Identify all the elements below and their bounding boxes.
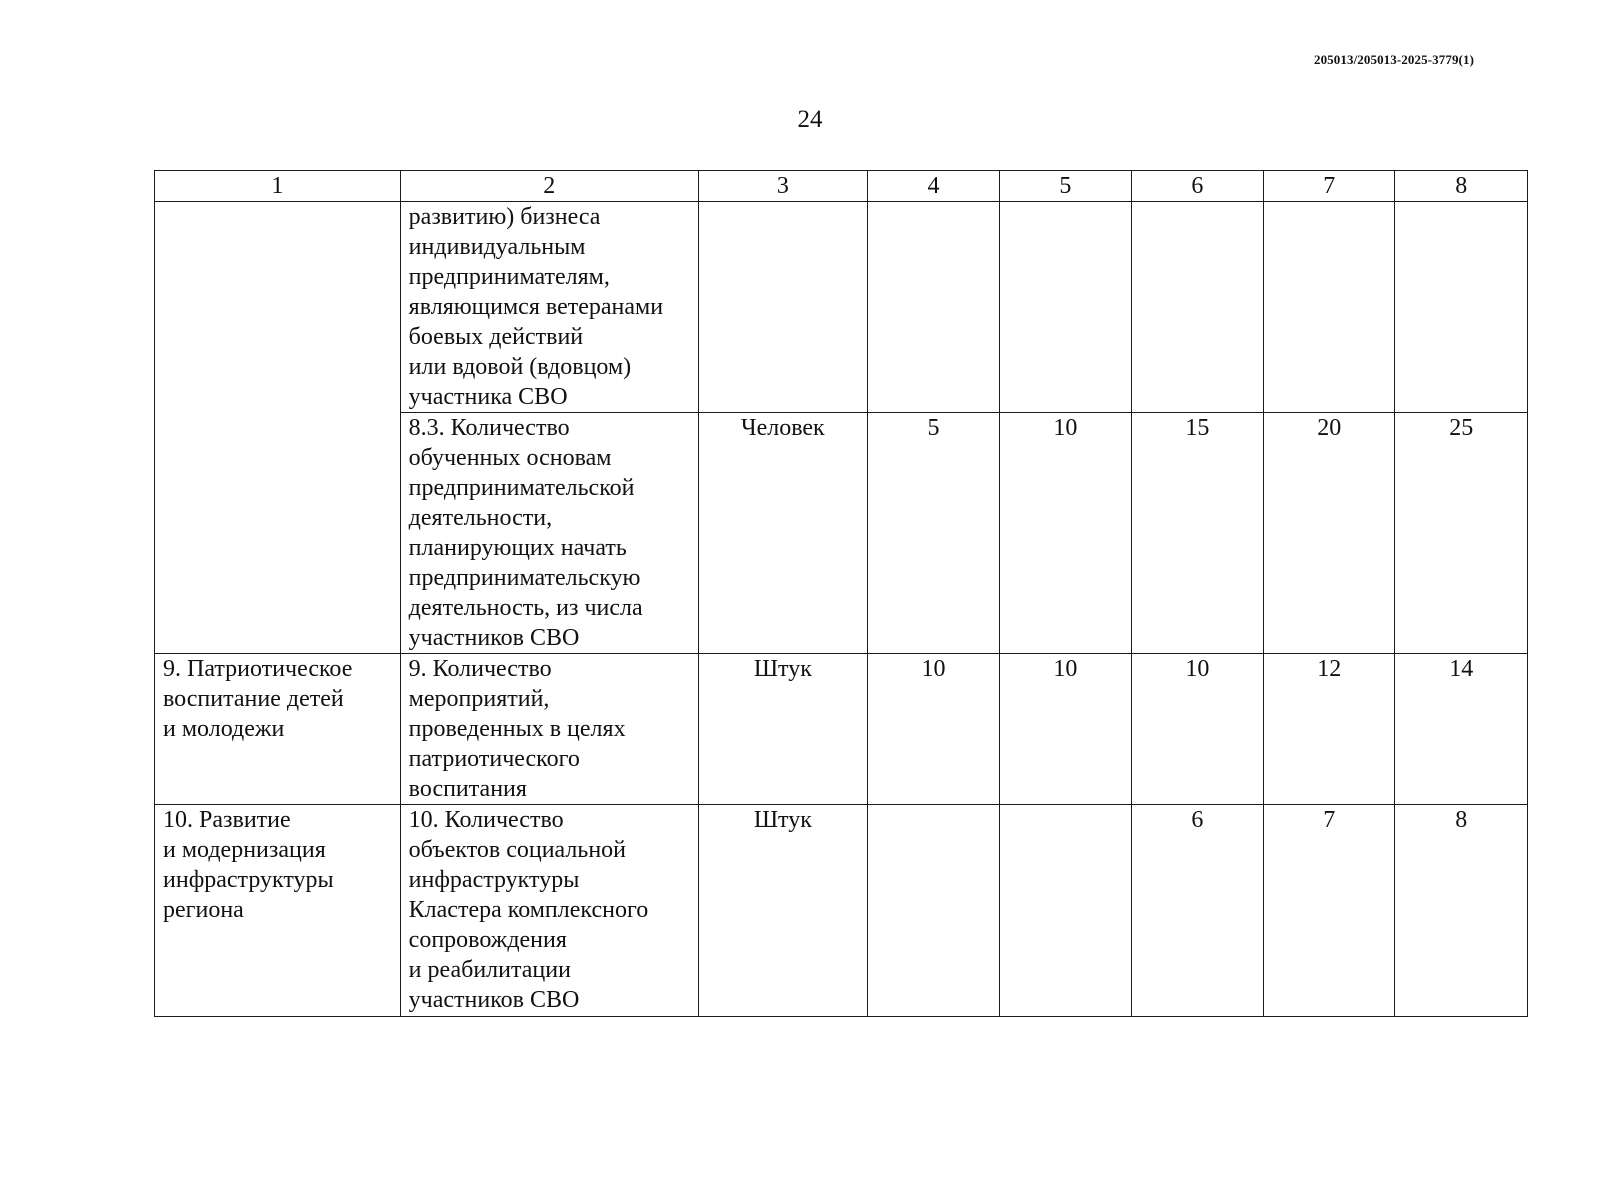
value-cell-8: 14: [1395, 654, 1528, 805]
indicator-cell: 8.3. Количество обученных основам предпринимательской деятельности, планирующих начать предпринимательскую деятельность, из числа участников СВО: [400, 413, 698, 654]
document-id: 205013/205013-2025-3779(1): [1313, 52, 1474, 67]
header-cell-2: 2: [400, 171, 698, 202]
header-cell-3: 3: [698, 171, 867, 202]
value-cell-5: 10: [1000, 413, 1131, 654]
indicator-cell: развитию) бизнеса индивидуальным предпринимателям, являющимся ветеранами боевых действий или вдовой (вдовцом) участника СВО: [400, 202, 698, 413]
value-cell-5: [1000, 805, 1131, 1017]
value-cell-4: [867, 805, 999, 1017]
unit-cell: Штук: [698, 654, 867, 805]
value-cell-4: 10: [867, 654, 999, 805]
value-cell-8: [1395, 202, 1528, 413]
value-cell-4: 5: [867, 413, 999, 654]
table-row: [155, 805, 1528, 1017]
value-cell-5: 10: [1000, 654, 1131, 805]
value-cell-5: [1000, 202, 1131, 413]
value-cell-7: 20: [1264, 413, 1395, 654]
goal-cell: 10. Развитие и модернизация инфраструктуры региона: [155, 805, 401, 1017]
table-row: [155, 654, 1528, 805]
value-cell-8: 8: [1395, 805, 1528, 1017]
indicator-table: [154, 170, 1528, 1017]
header-cell-1: 1: [155, 171, 401, 202]
value-cell-7: [1264, 202, 1395, 413]
header-cell-8: 8: [1395, 171, 1528, 202]
indicator-cell: 10. Количество объектов социальной инфраструктуры Кластера комплексного сопровождения и реабилитации участников СВО: [400, 805, 698, 1017]
unit-cell: [698, 202, 867, 413]
value-cell-4: [867, 202, 999, 413]
value-cell-6: 6: [1131, 805, 1263, 1017]
unit-cell: Человек: [698, 413, 867, 654]
value-cell-6: 15: [1131, 413, 1263, 654]
value-cell-7: 7: [1264, 805, 1395, 1017]
value-cell-6: [1131, 202, 1263, 413]
header-row: [155, 171, 1528, 202]
unit-cell: Штук: [698, 805, 867, 1017]
header-cell-4: 4: [867, 171, 999, 202]
table-row: [155, 202, 1528, 413]
header-cell-7: 7: [1264, 171, 1395, 202]
value-cell-8: 25: [1395, 413, 1528, 654]
page-number: 24: [797, 106, 823, 133]
value-cell-6: 10: [1131, 654, 1263, 805]
header-cell-6: 6: [1131, 171, 1263, 202]
goal-cell-empty: [155, 202, 401, 654]
header-cell-5: 5: [1000, 171, 1131, 202]
indicator-cell: 9. Количество мероприятий, проведенных в целях патриотического воспитания: [400, 654, 698, 805]
goal-cell: 9. Патриотическое воспитание детей и молодежи: [155, 654, 401, 805]
value-cell-7: 12: [1264, 654, 1395, 805]
